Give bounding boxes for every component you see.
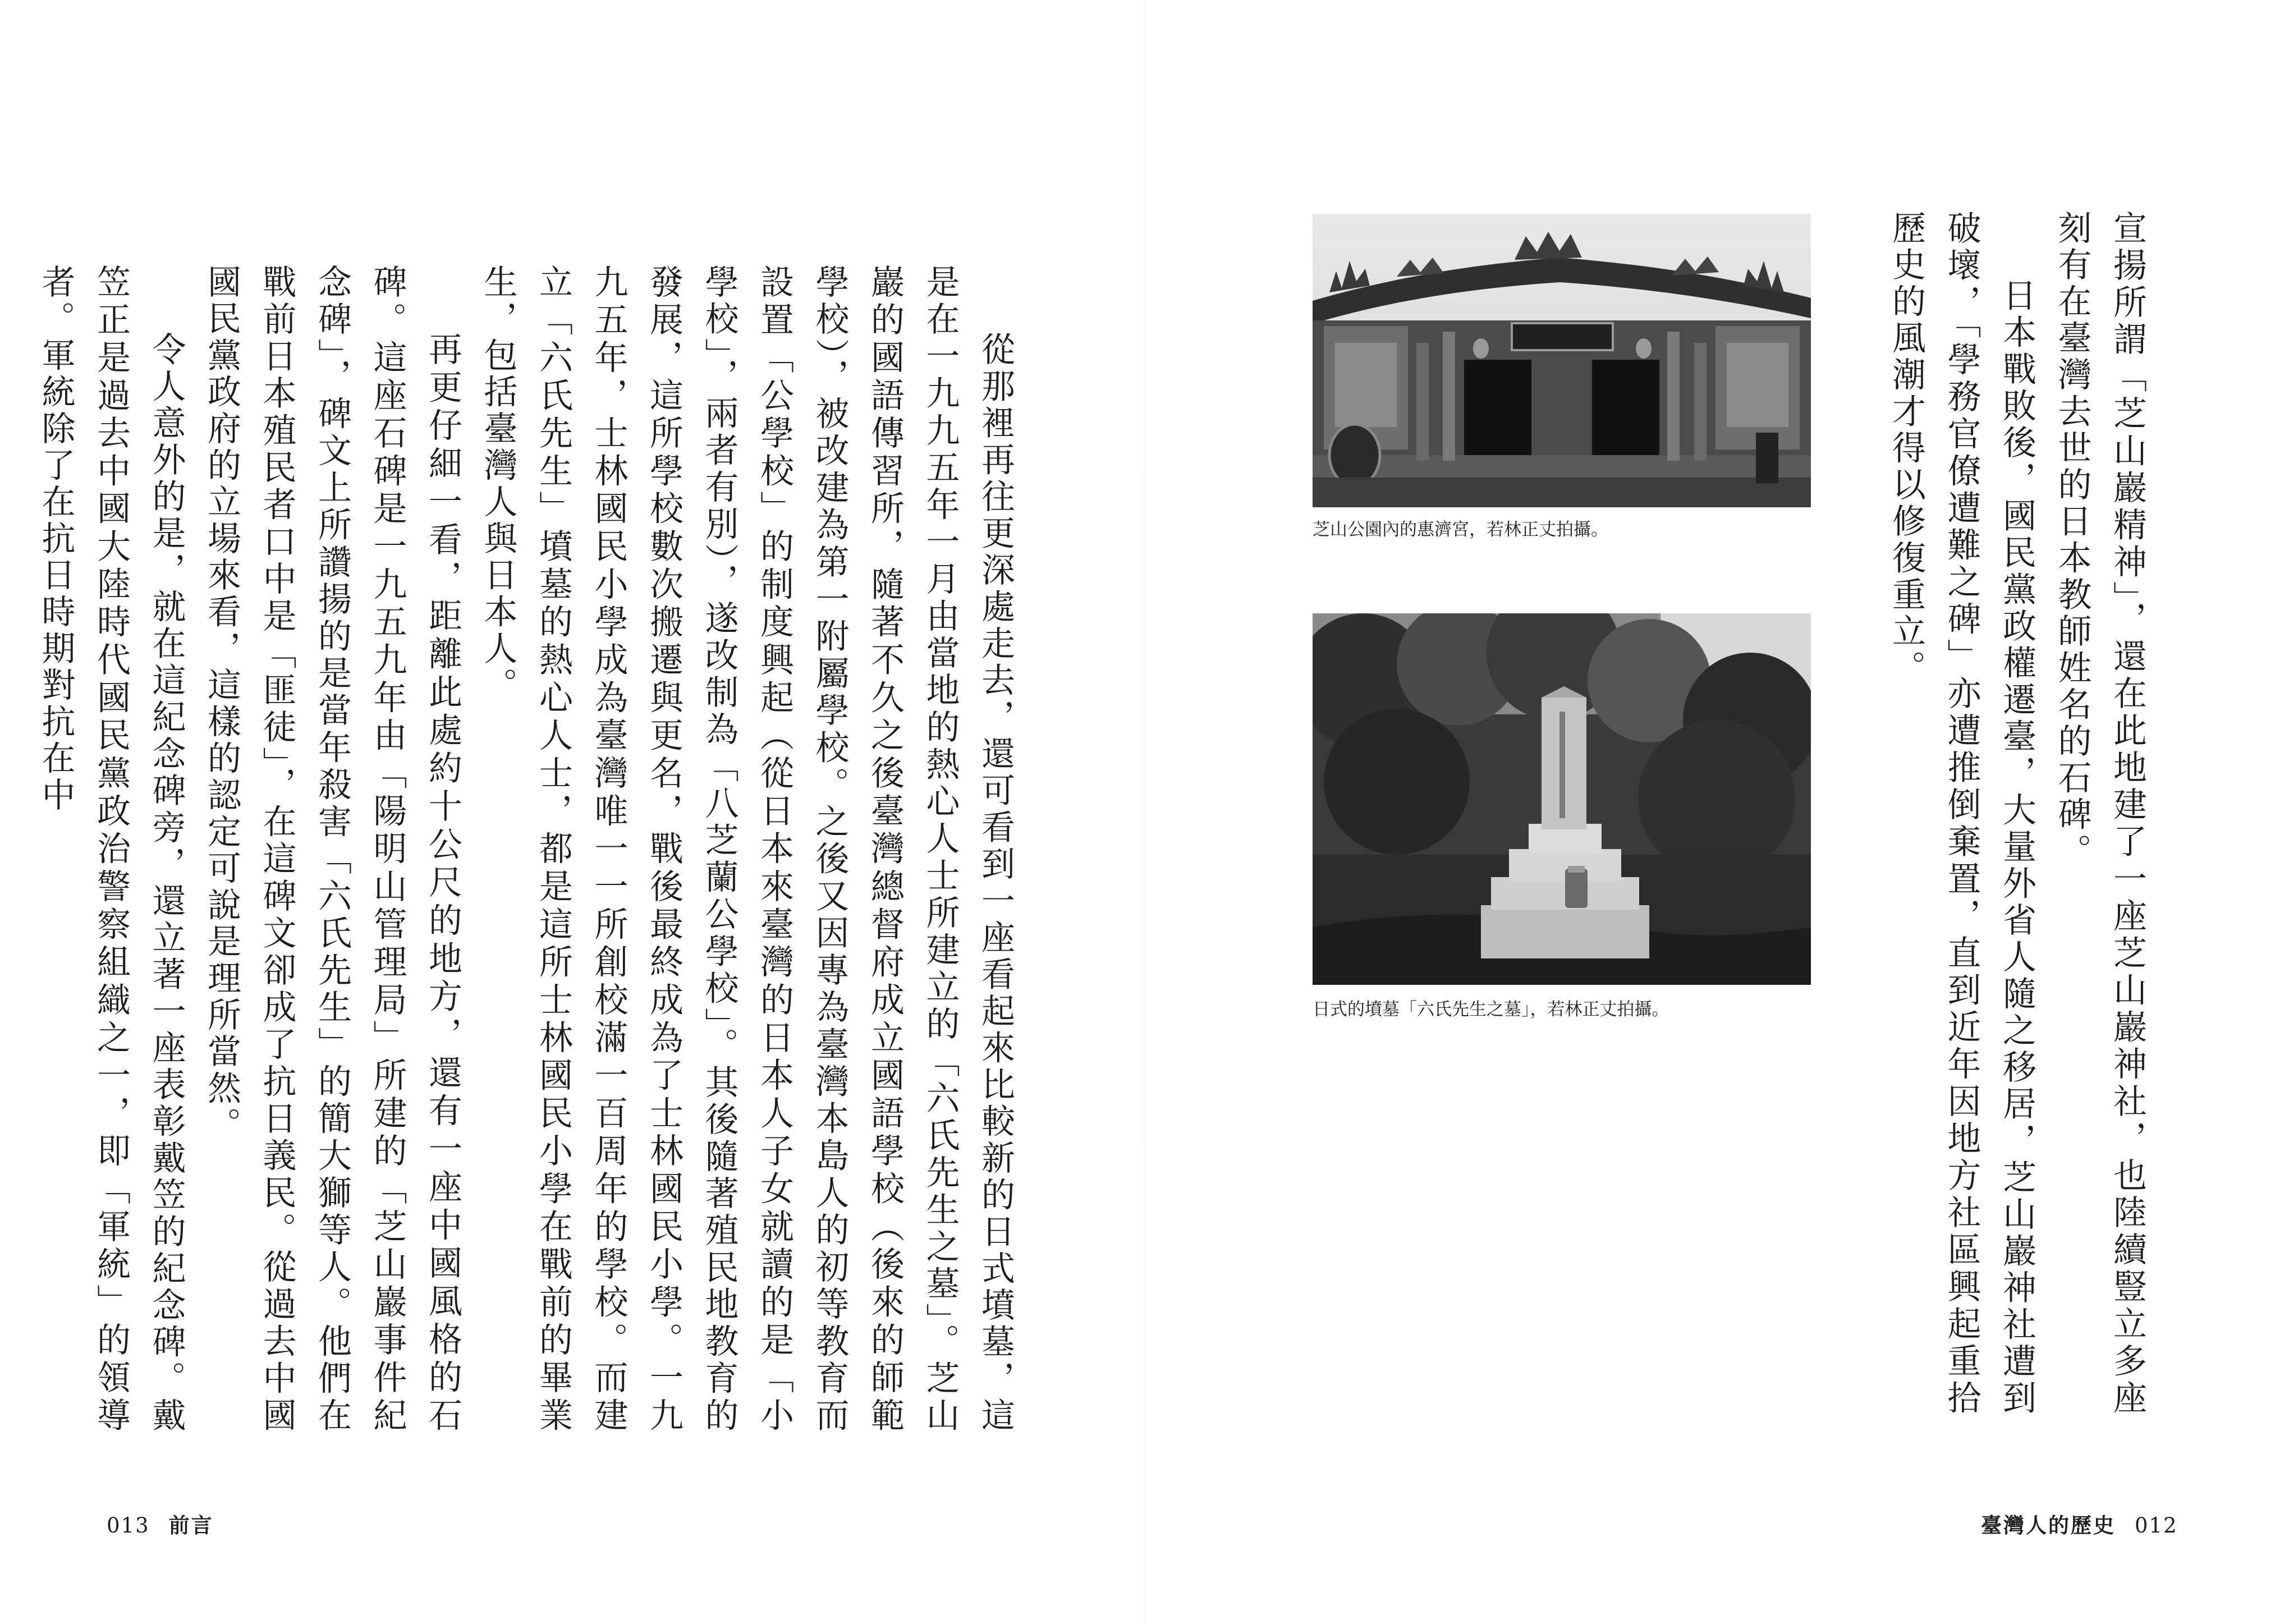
body-paragraph: 令人意外的是，就在這紀念碑旁，還立著一座表彰戴笠的紀念碑。戴笠正是過去中國大陸時代國民黨政治警察組織之一，即「軍統」的領導者。軍統除了在抗日時期對抗在中 (36, 264, 186, 1434)
body-paragraph: 從那裡再往更深處走去，還可看到一座看起來比較新的日式墳墓，這是在一九九五年一月由當地的熱心人士所建立的「六氏先生之墓」。芝山巖的國語傳習所，隨著不久之後臺灣總督府成立國語學校（後來的師範學校），被改建為第一附屬學校。之後又因專為臺灣本島人的初等教育而設置「公學校」的制度興起（從日本來臺灣的日本人子女就讀的是「小學校」，兩者有別），遂改制為「八芝蘭公學校」。其後隨著殖民地教育的發展，這所學校數次搬遷與更名，戰後最終成為了士林國民小學。一九九五年，士林國民小學成為臺灣唯一一所創校滿一百周年的學校。而建立「六氏先生」墳墓的熱心人士，都是這所士林國民小學在戰前的畢業生，包括臺灣人與日本人。 (478, 264, 1015, 1434)
tomb-photo (1313, 613, 1811, 985)
tomb-figure (1313, 613, 1811, 1020)
left-page-body-text (36, 264, 1023, 1434)
figure-caption: 芝山公園內的惠濟宮，若林正丈拍攝。 (1313, 520, 1608, 540)
body-paragraph: 宣揚所謂「芝山巖精神」，還在此地建了一座芝山巖神社，也陸續豎立多座刻有在臺灣去世的日本教師姓名的石碑。 (2052, 210, 2147, 1417)
page-number: 013 (107, 1513, 150, 1538)
right-page-footer (1981, 1508, 2178, 1539)
figure-caption: 日式的墳墓「六氏先生之墓」，若林正丈拍攝。 (1313, 999, 1669, 1020)
body-paragraph: 再更仔細一看，距離此處約十公尺的地方，還有一座中國風格的石碑。這座石碑是一九五九年由「陽明山管理局」所建的「芝山巖事件紀念碑」，碑文上所讚揚的是當年殺害「六氏先生」的簡大獅等人。他們在戰前日本殖民者口中是「匪徒」，在這碑文卻成了抗日義民。從過去中國國民黨政府的立場來看，這樣的認定可說是理所當然。 (202, 264, 462, 1434)
book-gutter (1144, 0, 1145, 1624)
left-page-footer (107, 1508, 214, 1539)
running-title: 前言 (168, 1513, 214, 1538)
body-paragraph: 日本戰敗後，國民黨政權遷臺，大量外省人隨之移居，芝山巖神社遭到破壞，「學務官僚遭難之碑」亦遭推倒棄置，直到近年因地方社區興起重拾歷史的風潮才得以修復重立。 (1887, 210, 2036, 1417)
running-title: 臺灣人的歷史 (1981, 1513, 2116, 1538)
temple-figure (1313, 214, 1811, 540)
temple-photo (1313, 214, 1811, 507)
page-number: 012 (2135, 1513, 2178, 1538)
right-page-body-text (1852, 210, 2155, 1417)
